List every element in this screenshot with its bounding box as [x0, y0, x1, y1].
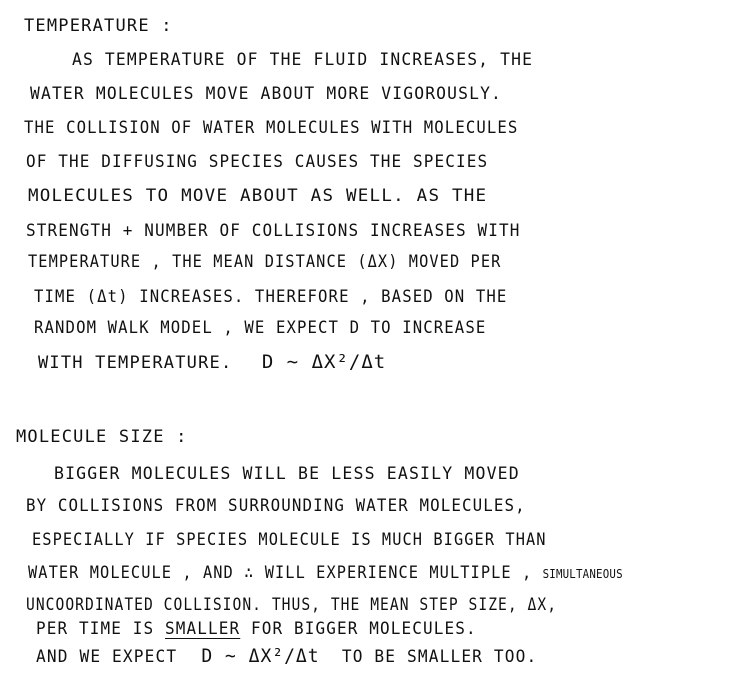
temperature-heading: TEMPERATURE :: [24, 16, 173, 36]
molecule-size-line-6-post: FOR BIGGER MOLECULES.: [250, 619, 477, 639]
molecule-size-line-5: UNCOORDINATED COLLISION. THUS, THE MEAN STEP SIZE, ΔX,: [26, 595, 558, 615]
molecule-size-heading: MOLECULE SIZE :: [16, 427, 188, 447]
diffusion-equation: D ∼ ΔX²/Δt: [261, 351, 387, 373]
temperature-line-8: TIME (Δt) INCREASES. THEREFORE , BASED ON THE: [34, 287, 508, 307]
temperature-line-6: STRENGTH + NUMBER OF COLLISIONS INCREASES WITH: [26, 221, 521, 241]
molecule-size-line-6: [36, 619, 477, 639]
molecule-size-line-4-text: WATER MOLECULE , AND ∴ WILL EXPERIENCE MULTIPLE ,: [28, 563, 533, 583]
molecule-size-line-6-pre: PER TIME IS: [36, 619, 155, 639]
simultaneous-annotation: SIMULTANEOUS: [542, 567, 623, 581]
temperature-line-4: OF THE DIFFUSING SPECIES CAUSES THE SPECIES: [26, 152, 489, 172]
molecule-size-line-2: BY COLLISIONS FROM SURROUNDING WATER MOLECULES,: [26, 496, 526, 516]
temperature-line-10: [38, 352, 386, 373]
molecule-size-line-7-post: TO BE SMALLER TOO.: [341, 647, 538, 667]
molecule-size-line-7-pre: AND WE EXPECT: [36, 647, 178, 667]
temperature-line-3: THE COLLISION OF WATER MOLECULES WITH MOLECULES: [24, 118, 519, 138]
temperature-line-2: WATER MOLECULES MOVE ABOUT MORE VIGOROUSLY.: [30, 84, 503, 104]
molecule-size-line-1: BIGGER MOLECULES WILL BE LESS EASILY MOVED: [54, 464, 520, 484]
temperature-line-9: RANDOM WALK MODEL , WE EXPECT D TO INCREASE: [34, 318, 487, 338]
temperature-line-7: TEMPERATURE , THE MEAN DISTANCE (ΔX) MOVED PER: [28, 252, 502, 272]
molecule-size-line-3: ESPECIALLY IF SPECIES MOLECULE IS MUCH BIGGER THAN: [32, 530, 547, 550]
temperature-last-line-text: WITH TEMPERATURE.: [38, 353, 233, 373]
molecule-size-line-7: [36, 646, 537, 667]
smaller-diffusion-equation: D ∼ ΔX²/Δt: [201, 645, 320, 667]
temperature-line-5: MOLECULES TO MOVE ABOUT AS WELL. AS THE: [28, 186, 488, 206]
molecule-size-line-4: [28, 563, 623, 584]
smaller-underlined: SMALLER: [165, 619, 241, 639]
temperature-line-1: AS TEMPERATURE OF THE FLUID INCREASES, THE: [72, 50, 534, 70]
